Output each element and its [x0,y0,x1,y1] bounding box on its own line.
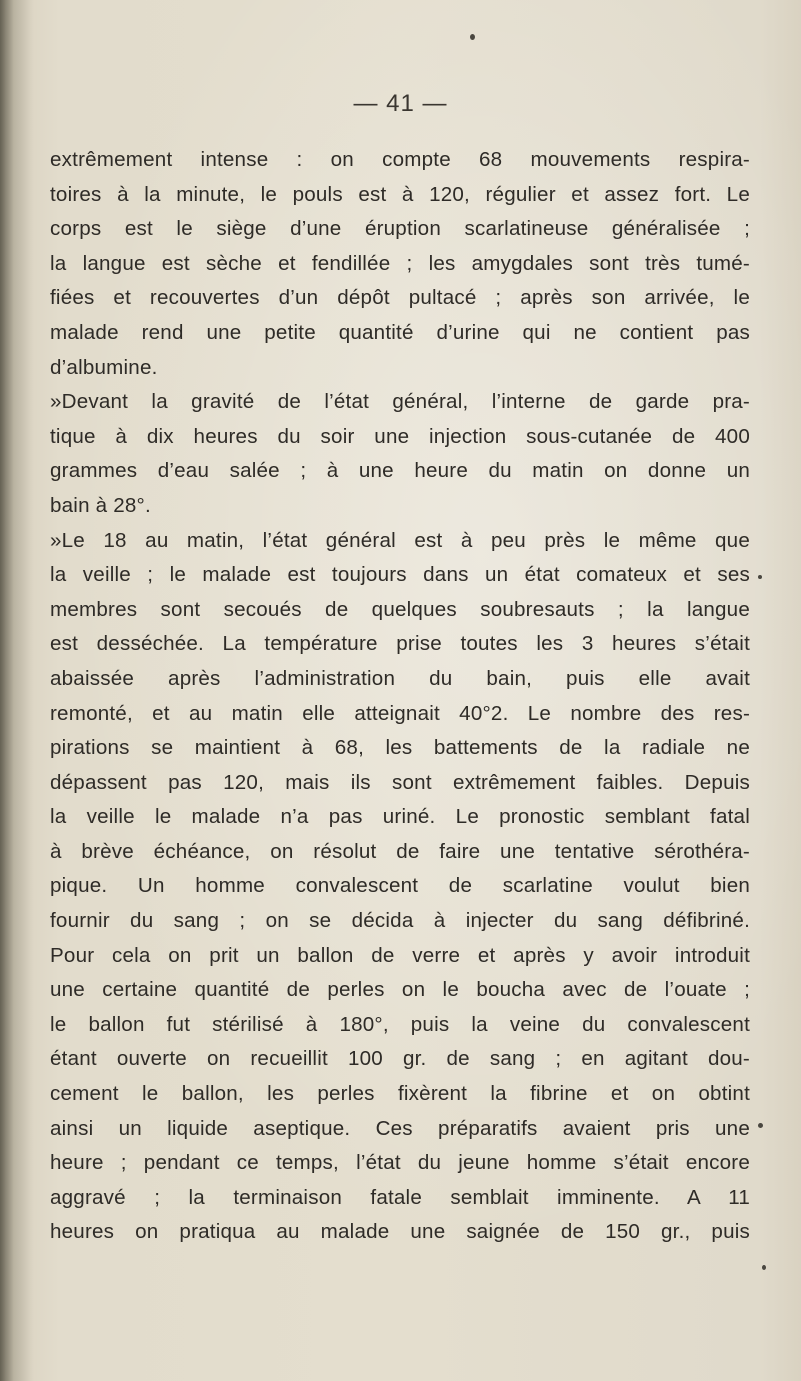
text-line: Pour cela on prit un ballon de verre et après y avoir introduit [50,943,750,967]
text-line: le ballon fut stérilisé à 180°, puis la veine du convalescent [50,1012,750,1036]
ink-speck-bottom [762,1265,766,1270]
text-line: remonté, et au matin elle atteignait 40°2. Le nombre des res- [50,701,750,725]
text-line: pique. Un homme convalescent de scarlatine voulut bien [50,874,750,898]
text-line: dépassent pas 120, mais ils sont extrêmement faibles. Depuis [50,770,750,794]
text-line: à brève échéance, on résolut de faire une tentative sérothéra- [50,839,750,863]
text-line: est desséchée. La température prise toutes les 3 heures s’était [50,632,750,656]
text-line: »Le 18 au matin, l’état général est à peu près le même que [50,528,750,552]
text-line: cement le ballon, les perles fixèrent la fibrine et on obtint [50,1082,750,1106]
text-line: extrêmement intense : on compte 68 mouvements respira- [50,148,750,171]
ink-speck-top [470,34,475,40]
text-line: toires à la minute, le pouls est à 120, régulier et assez fort. Le [50,182,750,206]
text-line: tique à dix heures du soir une injection sous-cutanée de 400 [50,424,750,448]
text-line: abaissée après l’administration du bain, puis elle avait [50,666,750,690]
text-line: grammes d’eau salée ; à une heure du matin on donne un [50,459,750,483]
text-line: aggravé ; la terminaison fatale semblait imminente. A 11 [50,1185,750,1209]
text-line: heures on pratiqua au malade une saignée de 150 gr., puis [50,1220,750,1244]
text-line: ainsi un liquide aseptique. Ces préparatifs avaient pris une [50,1116,750,1140]
text-line: la veille ; le malade est toujours dans un état comateux et ses [50,563,750,587]
text-line: heure ; pendant ce temps, l’état du jeune homme s’était encore [50,1151,750,1175]
text-line: fournir du sang ; on se décida à injecter du sang défibriné. [50,909,750,933]
text-line: malade rend une petite quantité d’urine qui ne contient pas [50,320,750,344]
text-line: une certaine quantité de perles on le boucha avec de l’ouate ; [50,978,750,1002]
text-line: la veille le malade n’a pas uriné. Le pronostic semblant fatal [50,805,750,829]
body-text [50,143,750,1250]
text-line: »Devant la gravité de l’état général, l’interne de garde pra- [50,390,750,414]
text-line: étant ouverte on recueillit 100 gr. de sang ; en agitant dou- [50,1047,750,1071]
text-line: corps est le siège d’une éruption scarlatineuse généralisée ; [50,217,750,241]
text-line: fiées et recouvertes d’un dépôt pultacé ; après son arrivée, le [50,286,750,310]
text-line: d’albumine. [50,355,158,379]
text-line: pirations se maintient à 68, les battements de la radiale ne [50,736,750,760]
ink-speck-right-lower [758,1123,763,1128]
text-line: la langue est sèche et fendillée ; les amygdales sont très tumé- [50,251,750,275]
text-line: membres sont secoués de quelques soubresauts ; la langue [50,597,750,621]
ink-speck-right [758,575,762,579]
binding-shadow [0,0,34,1381]
text-line: bain à 28°. [50,493,151,517]
page-number: — 41 — [353,90,448,117]
